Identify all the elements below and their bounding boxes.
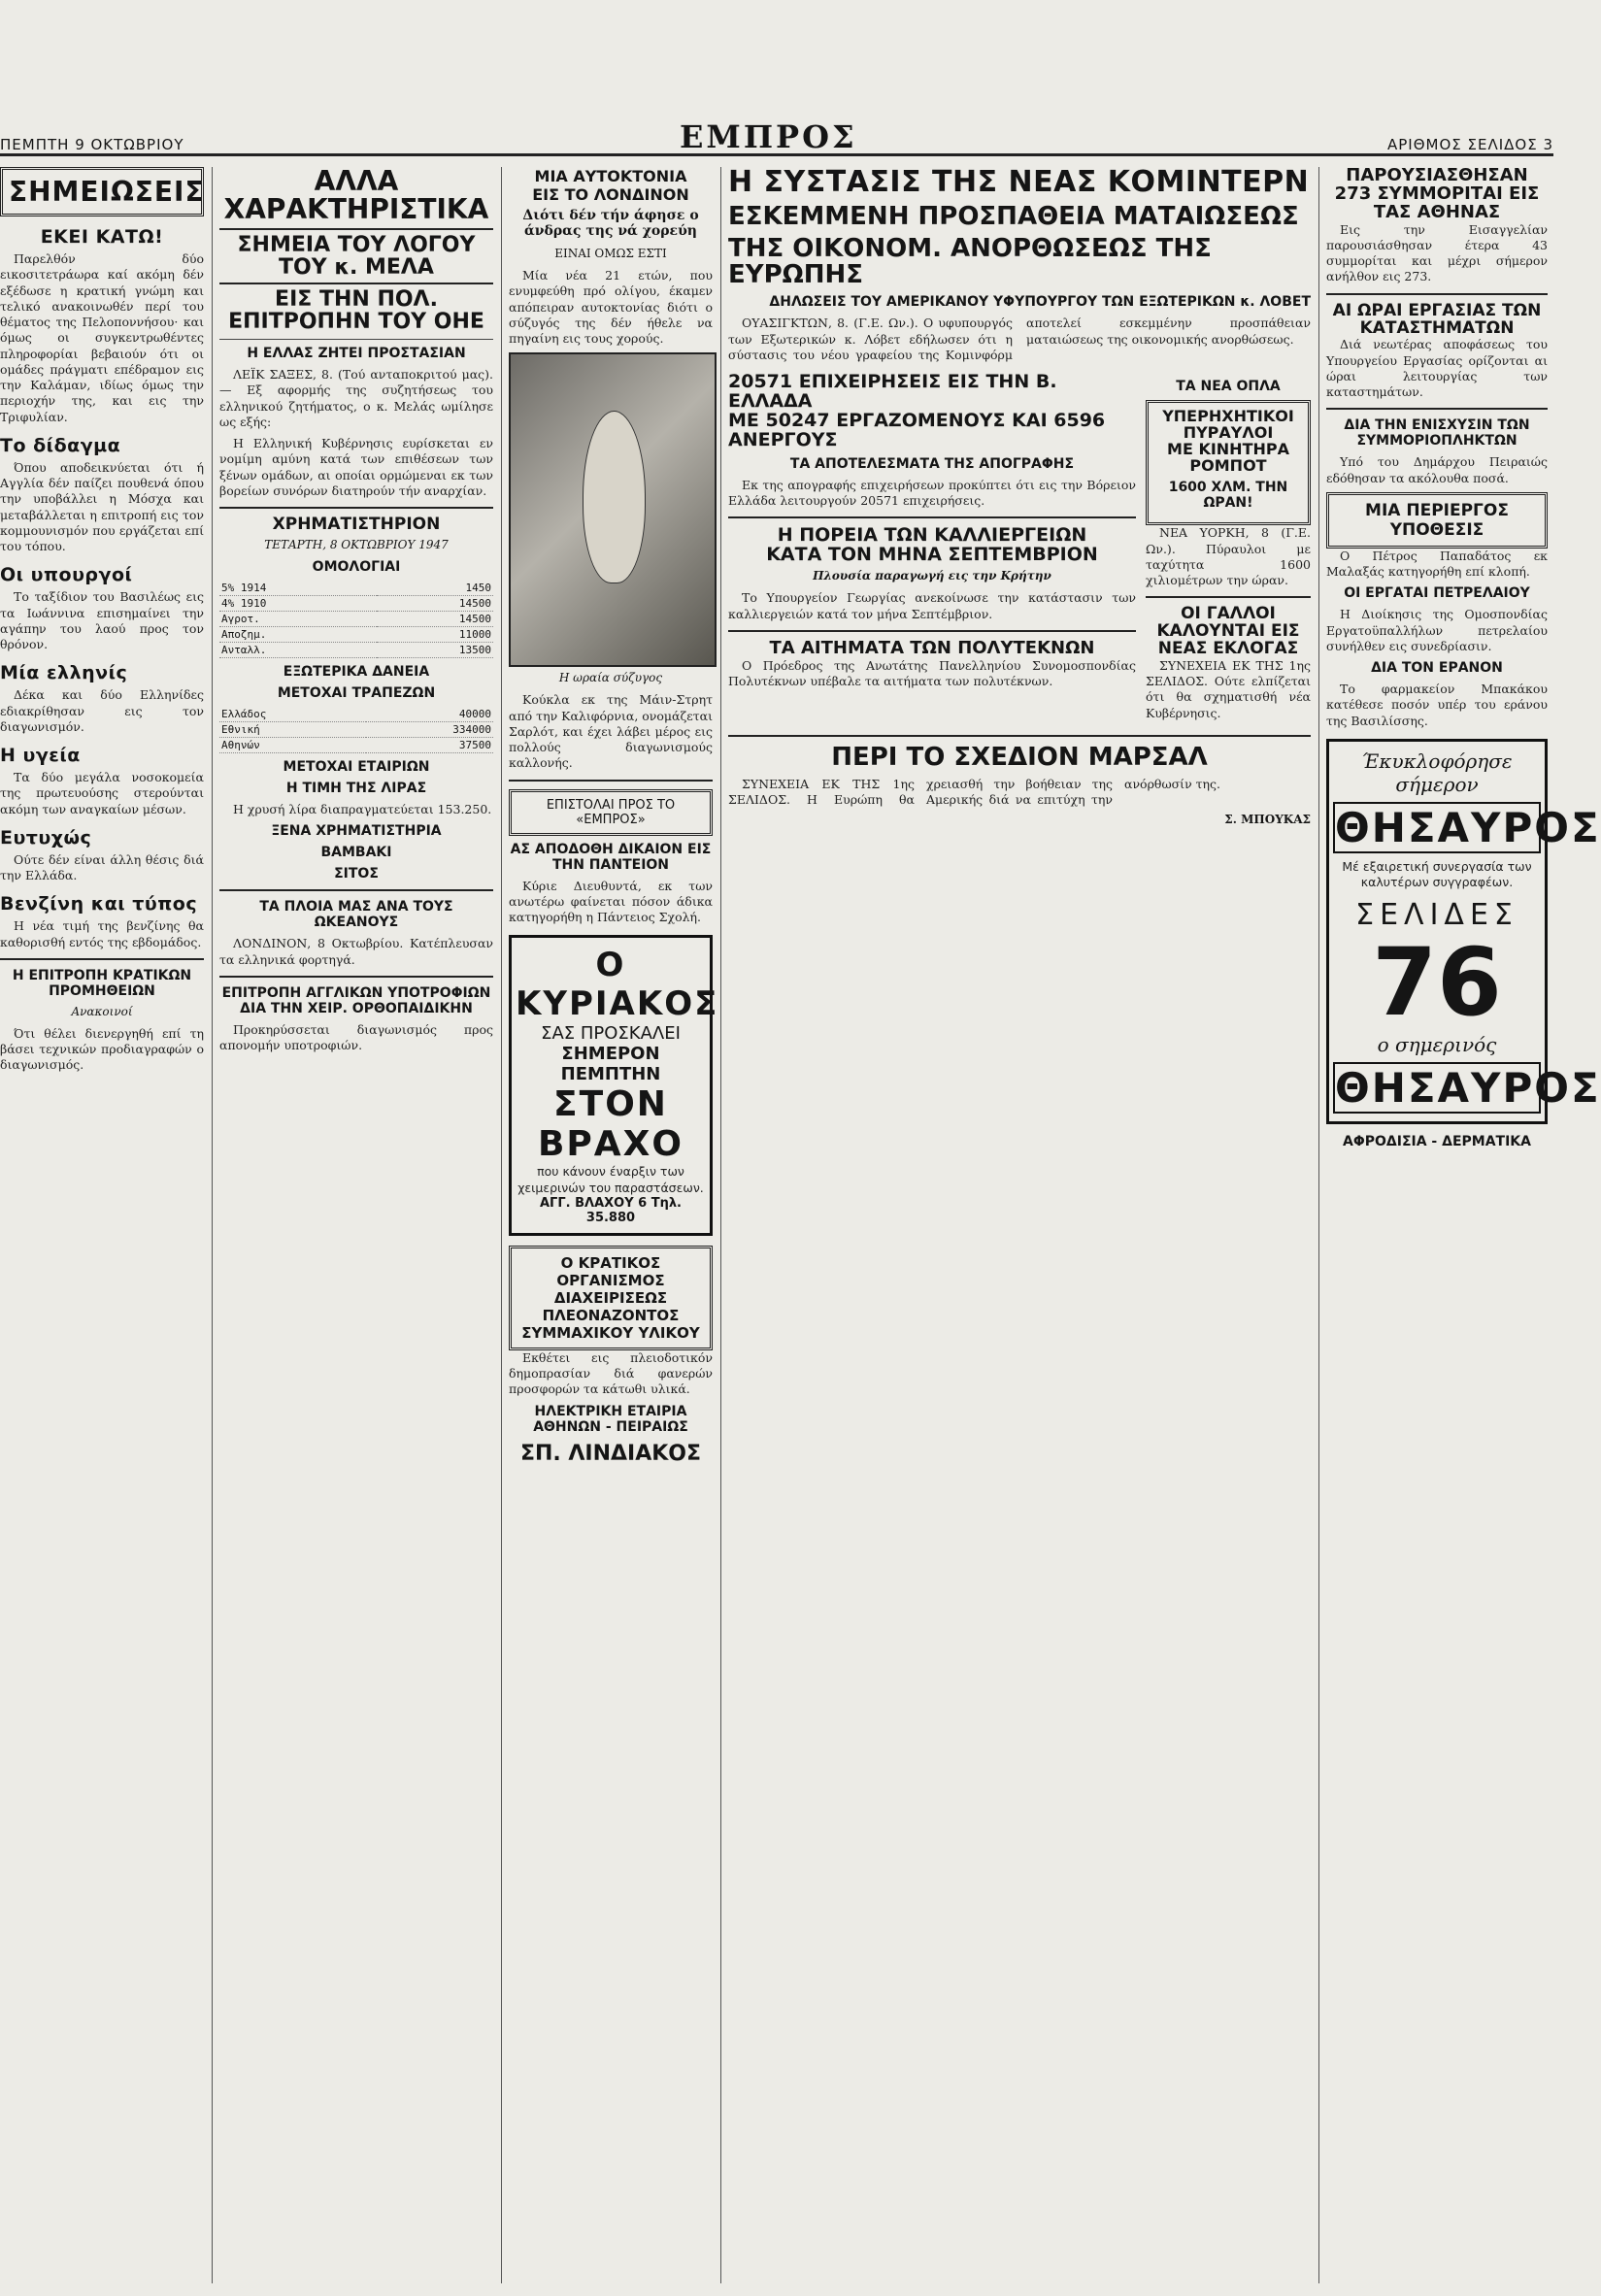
- family-text: Ο Πρόεδρος της Ανωτάτης Πανελληνίου Συνομοσπονδίας Πολυτέκνων υπέβαλε τα αιτήματα των πολυτέκνων.: [728, 657, 1136, 688]
- notes-text-5: Τα δύο μεγάλα νοσοκομεία της πρωτευούσης στερούνται ακόμη των αναγκαίων μέσων.: [0, 770, 204, 816]
- table-row: Αθηνών 37500: [221, 739, 491, 751]
- mela-text: ΛΕΪΚ ΣΑΞΕΣ, 8. (Τού ανταποκριτού μας). — Εξ αφορμής της συζητήσεως του ελληνικού ζητήματος, ο κ. Μελάς ωμίλησε ως εξής: Η Ελληνική Κυβέρνησις ευρίσκεται εν νομίμη αμύνη κατά των επιθέσεων των ξένων ομάδων, αι οποίαι ορμώμεναι εκ των βορείων συνόρων διατηρούν τήν αναρχίαν.: [219, 367, 493, 498]
- grain-head: ΣΙΤΟΣ: [334, 866, 379, 882]
- ortho-text: Προκηρύσσεται διαγωνισμός προς απονομήν υποτροφιών.: [219, 1021, 493, 1052]
- ships-head: ΤΑ ΠΛΟΙΑ ΜΑΣ ΑΝΑ ΤΟΥΣ ΩΚΕΑΝΟΥΣ: [259, 899, 453, 931]
- notice-text: Ότι θέλει διενεργηθή επί τη βάσει τεχνικών προδιαγραφών ο διαγωνισμός.: [0, 1025, 204, 1073]
- column-right: [1326, 165, 1601, 2283]
- divider: [219, 339, 493, 340]
- thesavros-line-1: Έκυκλοφόρησε σήμερον: [1361, 749, 1513, 796]
- notes-head-4: Μία ελληνίς: [0, 662, 128, 684]
- banks-head: ΜΕΤΟΧΑΙ ΤΡΑΠΕΖΩΝ: [277, 685, 436, 701]
- notes-text-1: Παρελθόν δύο εικοσιτετράωρα καί ακόμη δέν εξέδωσε η κρατική γνώμη και τελικό ανακοινωθέν περί του θέματος της Πελοποννήσου· και όμως οι συγκεντρωθέντες πληροφορίαι βεβαιούν ότι οι ομάδες πράγματι επέδραμον εις την Καλάμαν, ιδίως όμως την περιοχήν της, και εις την Τριφυλίαν.: [0, 251, 204, 424]
- suicide-text-1: Μία νέα 21 ετών, που ενυμφεύθη πρό ολίγου, έκαμεν απόπειραν αυτοκτονίας διότι ο σύζυγός της δέν ήθελε να πηγαίνη εις τους χορούς.: [509, 268, 713, 346]
- divider: [509, 780, 713, 782]
- okyriakos-sub: ΣΑΣ ΠΡΟΣΚΑΛΕΙ: [541, 1023, 681, 1045]
- ships-text: ΛΟΝΔΙΝΟΝ, 8 Οκτωβρίου. Κατέπλευσαν τα ελληνικά φορτηγά.: [219, 936, 493, 967]
- table-row: Εθνική 334000: [221, 723, 491, 736]
- column-mela: [219, 167, 493, 2283]
- aid-text: Υπό του Δημάρχου Πειραιώς εδόθησαν τα ακόλουθα ποσά.: [1326, 454, 1548, 485]
- photo-caption: Η ωραία σύζυγος: [558, 671, 663, 685]
- notes-head-3: Οι υπουργοί: [0, 564, 133, 586]
- mela-headline-2: ΣΗΜΕΙΑ ΤΟΥ ΛΟΓΟΥ ΤΟΥ κ. ΜΕΛΑ: [219, 234, 493, 284]
- table-row: 4% 1910 14500: [221, 597, 491, 610]
- divider: [728, 630, 1136, 632]
- divider: [219, 976, 493, 978]
- column-suicide: [509, 167, 719, 2283]
- stats-text: Εκ της απογραφής επιχειρήσεων προκύπτει ότι εις την Βόρειον Ελλάδα λειτουργούν 20571 επιχειρήσεις.: [728, 477, 1136, 509]
- cominform-headline-3: ΤΗΣ ΟΙΚΟΝΟΜ. ΑΝΟΡΘΩΣΕΩΣ ΤΗΣ ΕΥΡΩΠΗΣ: [728, 233, 1212, 290]
- table-row: Ανταλλ. 13500: [221, 644, 491, 656]
- notes-text-7: Η νέα τιμή της βενζίνης θα καθορισθή εντός της εβδομάδος.: [0, 918, 204, 949]
- gold-text: Η χρυσή λίρα διαπραγματεύεται 153.250.: [233, 802, 492, 816]
- notes-text-2: Όπου αποδεικνύεται ότι ή Αγγλία δέν παίζει πουθενά όπου την υποβάλλει η Μόσχα και μεταβάλλεται η επιτροπή εις τον κομμουνισμόν που εργάζεται επί του τόπου.: [0, 459, 204, 553]
- fund-text: Το φαρμακείον Μπακάκου κατέθεσε ποσόν υπέρ του εράνου της Βασιλίσσης.: [1326, 682, 1548, 728]
- notes-head-2: Το δίδαγμα: [0, 434, 121, 456]
- portrait-photo: [509, 352, 717, 667]
- gold-head: Η ΤΙΜΗ ΤΗΣ ΛΙΡΑΣ: [285, 781, 427, 796]
- crops-sub: Πλουσία παραγωγή εις την Κρήτην: [813, 569, 1051, 583]
- divider: [728, 516, 1136, 518]
- lindiakos-ad: ΣΠ. ΛΙΝΔΙΑΚΟΣ: [519, 1441, 702, 1466]
- portrait-face: [583, 411, 646, 583]
- stats-section: [728, 373, 1136, 727]
- bonds-table: [219, 581, 493, 658]
- aid-head: ΔΙΑ ΤΗΝ ΕΝΙΣΧΥΣΙΝ ΤΩΝ ΣΥΜΜΟΡΙΟΠΛΗΚΤΩΝ: [1344, 417, 1530, 449]
- gaul-text: ΣΥΝΕΧΕΙΑ ΕΚ ΤΗΣ 1ης ΣΕΛΙΔΟΣ. Ούτε ελπίζεται ότι θα σχηματισθή νέα Κυβέρνησις.: [1146, 657, 1311, 720]
- letters-sub: ΑΣ ΑΠΟΔΟΘΗ ΔΙΚΑΙΟΝ ΕΙΣ ΤΗΝ ΠΑΝΤΕΙΟΝ: [510, 841, 712, 873]
- masthead: [0, 116, 1553, 157]
- notes-text-6: Ούτε δέν είναι άλλη θέσις διά την Ελλάδα.: [0, 851, 204, 882]
- cotton-head: ΒΑΜΒΑΚΙ: [320, 845, 392, 861]
- cominform-deck: ΔΗΛΩΣΕΙΣ ΤΟΥ ΑΜΕΡΙΚΑΝΟΥ ΥΦΥΠΟΥΡΓΟΥ ΤΩΝ ΕΞΩΤΕΡΙΚΩΝ κ. ΛΟΒΕΤ: [769, 294, 1311, 311]
- letters-text: Κύριε Διευθυντά, εκ των ανωτέρω φαίνεται πόσον άδικα κατηγορήθη η Πάντειος Σχολή.: [509, 878, 713, 924]
- family-head: ΤΑ ΑΙΤΗΜΑΤΑ ΤΩΝ ΠΟΛΥΤΕΚΝΩΝ: [769, 637, 1095, 658]
- masthead-rule: [0, 153, 1553, 156]
- notes-text-3: Το ταξίδιον του Βασιλέως εις τα Ιωάννινα επισημαίνει την αγάπην του λαού προς τον θρόνον.: [0, 589, 204, 651]
- cominform-text: ΟΥΑΣΙΓΚΤΩΝ, 8. (Γ.Ε. Ων.). Ο υφυπουργός των Εξωτερικών κ. Λόβετ εδήλωσεν ότι η σύστασις του νέου γραφείου της Κομινφόρμ αποτελεί εσκεμμένην προσπάθειαν ματαιώσεως της οικονομικής ανορθώσεως.: [728, 316, 1311, 362]
- column-rule: [212, 167, 213, 2283]
- mela-headline-1: ΑΛΛΑ ΧΑΡΑΚΤΗΡΙΣΤΙΚΑ: [219, 167, 493, 230]
- foreign-exchange-head: ΞΕΝΑ ΧΡΗΜΑΤΙΣΤΗΡΙΑ: [271, 823, 442, 840]
- weapons-section: [1146, 373, 1311, 727]
- surrender-head: ΠΑΡΟΥΣΙΑΣΘΗΣΑΝ 273 ΣΥΜΜΟΡΙΤΑΙ ΕΙΣ ΤΑΣ ΑΘΗΝΑΣ: [1334, 165, 1540, 222]
- crops-text: Το Υπουργείον Γεωργίας ανεκοίνωσε την κατάστασιν των καλλιεργειών κατά τον μήνα Σεπτέμβριον.: [728, 590, 1136, 621]
- crops-head-2: ΚΑΤΑ ΤΟΝ ΜΗΝΑ ΣΕΠΤΕΜΒΡΙΟΝ: [766, 544, 1098, 566]
- exchange-date: ΤΕΤΑΡΤΗ, 8 ΟΚΤΩΒΡΙΟΥ 1947: [264, 538, 449, 551]
- companies-head: ΜΕΤΟΧΑΙ ΕΤΑΙΡΙΩΝ: [283, 759, 430, 775]
- column-rule: [720, 167, 721, 2283]
- divider: [1326, 293, 1548, 295]
- row-stats-weapons: [728, 373, 1311, 727]
- page-number: ΑΡΙΘΜΟΣ ΣΕΛΙΔΟΣ 3: [1386, 136, 1553, 153]
- thesavros-number: 76: [1372, 928, 1502, 1038]
- surrender-text: Εις την Εισαγγελίαν παρουσιάσθησαν έτερα 43 συμμορίται και μέχρι σήμερον ανήλθον εις 273.: [1326, 221, 1548, 284]
- okyriakos-text: που κάνουν έναρξιν των χειμερινών του παραστάσεων.: [517, 1164, 704, 1195]
- oil-text: Η Διοίκησις της Ομοσπονδίας Εργατοϋπαλλήλων πετρελαίου συνήλθεν εις συνεδρίασιν.: [1326, 607, 1548, 653]
- electric-head: ΗΛΕΚΤΡΙΚΗ ΕΤΑΙΡΙΑ ΑΘΗΝΩΝ - ΠΕΙΡΑΙΩΣ: [533, 1403, 688, 1435]
- thesavros-title: ΘΗΣΑΥΡΟΣ: [1335, 803, 1601, 851]
- letters-head: ΕΠΙΣΤΟΛΑΙ ΠΡΟΣ ΤΟ «ΕΜΠΡΟΣ»: [509, 789, 713, 836]
- cominform-headline-2: ΕΣΚΕΜΜΕΝΗ ΠΡΟΣΠΑΘΕΙΑ ΜΑΤΑΙΩΣΕΩΣ: [728, 201, 1299, 231]
- weapons-box: [1146, 400, 1311, 525]
- ortho-head: ΕΠΙΤΡΟΠΗ ΑΓΓΛΙΚΩΝ ΥΠΟΤΡΟΦΙΩΝ ΔΙΑ ΤΗΝ ΧΕΙΡ. ΟΡΘΟΠΑΙΔΙΚΗΝ: [221, 984, 491, 1016]
- divider: [219, 507, 493, 509]
- mela-kicker: Η ΕΛΛΑΣ ΖΗΤΕΙ ΠΡΟΣΤΑΣΙΑΝ: [247, 346, 466, 362]
- table-row: Αγροτ. 14500: [221, 613, 491, 625]
- divider: [1146, 596, 1311, 598]
- case-head: ΜΙΑ ΠΕΡΙΕΡΓΟΣ ΥΠΟΘΕΣΙΣ: [1326, 492, 1548, 549]
- fund-head: ΔΙΑ ΤΟΝ ΕΡΑΝΟΝ: [1371, 660, 1503, 677]
- gaul-head: ΟΙ ΓΑΛΛΟΙ ΚΑΛΟΥΝΤΑΙ ΕΙΣ ΝΕΑΣ ΕΚΛΟΓΑΣ: [1156, 604, 1300, 659]
- notes-text-4: Δέκα και δύο Ελληνίδες εδιακρίθησαν εις τον διαγωνισμόν.: [0, 687, 204, 734]
- weapons-sub-1: ΥΠΕΡΗΧΗΤΙΚΟΙ ΠΥΡΑΥΛΟΙ: [1162, 407, 1294, 442]
- stats-head-1: 20571 ΕΠΙΧΕΙΡΗΣΕΙΣ ΕΙΣ ΤΗΝ Β. ΕΛΛΑΔΑ: [728, 371, 1057, 413]
- thesavros-ad: [1326, 739, 1601, 1125]
- okyriakos-place: ΣΤΟΝ ΒΡΑΧΟ: [537, 1084, 684, 1165]
- gov-org-head: Ο ΚΡΑΤΙΚΟΣ ΟΡΓΑΝΙΣΜΟΣ ΔΙΑΧΕΙΡΙΣΕΩΣ ΠΛΕΟΝΑΖΟΝΤΟΣ ΣΥΜΜΑΧΙΚΟΥ ΥΛΙΚΟΥ: [509, 1246, 713, 1350]
- divider: [728, 735, 1311, 737]
- work-hours-text: Διά νεωτέρας αποφάσεως του Υπουργείου Εργασίας ορίζονται αι ώραι λειτουργίας των καταστημάτων.: [1326, 337, 1548, 400]
- weapons-sub-3: 1600 ΧΛΜ. ΤΗΝ ΩΡΑΝ!: [1168, 480, 1288, 512]
- notes-head-7: Βενζίνη και τύπος: [0, 893, 198, 915]
- marshall-head: ΠΕΡΙ ΤΟ ΣΧΕΔΙΟΝ ΜΑΡΣΑΛ: [831, 742, 1208, 772]
- weapons-head: ΤΑ ΝΕΑ ΟΠΛΑ: [1176, 379, 1281, 395]
- table-row: 5% 1914 1450: [221, 582, 491, 594]
- marshall-signature: Σ. ΜΠΟΥΚΑΣ: [1224, 812, 1311, 826]
- work-hours-head: ΑΙ ΩΡΑΙ ΕΡΓΑΣΙΑΣ ΤΩΝ ΚΑΤΑΣΤΗΜΑΤΩΝ: [1332, 300, 1542, 338]
- exchange-title: ΧΡΗΜΑΤΙΣΤΗΡΙΟΝ: [272, 515, 441, 535]
- weapons-text: ΝΕΑ ΥΟΡΚΗ, 8 (Γ.Ε. Ων.). Πύραυλοι με ταχύτητα 1600 χιλιομέτρων την ώραν.: [1146, 525, 1311, 588]
- stats-head-2: ΜΕ 50247 ΕΡΓΑΖΟΜΕΝΟΥΣ ΚΑΙ 6596 ΑΝΕΡΓΟΥΣ: [728, 410, 1106, 450]
- cominform-headline-1: Η ΣΥΣΤΑΣΙΣ ΤΗΣ ΝΕΑΣ ΚΟΜΙΝΤΕΡΝ: [728, 165, 1310, 199]
- bonds-head: ΟΜΟΛΟΓΙΑΙ: [312, 559, 401, 575]
- issue-date: ΠΕΜΠΤΗ 9 ΟΚΤΩΒΡΙΟΥ: [0, 136, 184, 153]
- divider: [1326, 408, 1548, 410]
- okyriakos-line: ΣΗΜΕΡΟΝ ΠΕΜΠΤΗΝ: [560, 1044, 661, 1085]
- divider: [219, 889, 493, 891]
- column-notes: [0, 167, 204, 2283]
- column-rule: [501, 167, 502, 2283]
- notes-title: ΣΗΜΕΙΩΣΕΙΣ: [0, 167, 204, 216]
- thesavros-line-2: ο σημερινός: [1377, 1033, 1497, 1057]
- notice-sub: Ανακοινοί: [71, 1004, 133, 1018]
- crops-head-1: Η ΠΟΡΕΙΑ ΤΩΝ ΚΑΛΛΙΕΡΓΕΙΩΝ: [777, 524, 1087, 547]
- column-rule: [1318, 167, 1319, 2283]
- column-cominform: [728, 167, 1311, 2283]
- foreign-head: ΕΞΩΤΕΡΙΚΑ ΔΑΝΕΙΑ: [283, 664, 430, 680]
- okyriakos-phone: ΑΓΓ. ΒΛΑΧΟΥ 6 Τηλ. 35.880: [540, 1195, 682, 1225]
- newspaper-title: ΕΜΠΡΟΣ: [680, 118, 857, 155]
- notice-head: Η ΕΠΙΤΡΟΠΗ ΚΡΑΤΙΚΩΝ ΠΡΟΜΗΘΕΙΩΝ: [12, 967, 192, 999]
- okyriakos-title: Ο ΚΥΡΙΑΚΟΣ: [516, 946, 719, 1024]
- oil-head: ΟΙ ΕΡΓΑΤΑΙ ΠΕΤΡΕΛΑΙΟΥ: [1344, 585, 1530, 602]
- thesavros-title-2: ΘΗΣΑΥΡΟΣ: [1335, 1064, 1601, 1113]
- banks-table: [219, 707, 493, 753]
- case-text: Ο Πέτρος Παπαδάτος εκ Μαλαξάς κατηγορήθη επί κλοπή.: [1326, 548, 1548, 580]
- suicide-text-2: Κούκλα εκ της Μάιν-Στρητ από την Καλιφόρνια, ονομάζεται Σαρλότ, και έχει λάβει μέρος εις πολλούς διαγωνισμούς καλλονής.: [509, 692, 713, 771]
- suicide-kicker-2: ΕΙΣ ΤΟ ΛΟΝΔΙΝΟΝ: [532, 185, 689, 204]
- table-row: Ελλάδος 40000: [221, 708, 491, 720]
- mela-headline-3: ΕΙΣ ΤΗΝ ΠΟΛ. ΕΠΙΤΡΟΠΗΝ ΤΟΥ ΟΗΕ: [228, 286, 484, 335]
- notes-head-5: Η υγεία: [0, 745, 81, 766]
- notes-head-6: Ευτυχώς: [0, 826, 92, 849]
- suicide-kicker-1: ΜΙΑ ΑΥΤΟΚΤΟΝΙΑ: [534, 167, 687, 185]
- weapons-sub-2: ΜΕ ΚΙΝΗΤΗΡΑ ΡΟΜΠΟΤ: [1167, 439, 1289, 475]
- gov-org-text: Εκθέτει εις πλειοδοτικόν δημοπρασίαν διά φανερών προσφορών τα κάτωθι υλικά.: [509, 1349, 713, 1397]
- thesavros-text: Μέ εξαιρετική συνεργασία των καλυτέρων συγγραφέων.: [1342, 858, 1532, 890]
- suicide-deck-2: ΕΙΝΑΙ ΟΜΩΣ ΕΣΤΙ: [554, 247, 667, 260]
- marshall-text: ΣΥΝΕΧΕΙΑ ΕΚ ΤΗΣ 1ης ΣΕΛΙΔΟΣ. Η Ευρώπη θα χρειασθή την βοήθειαν της Αμερικής διά να επιτύχη την ανόρθωσίν της.: [728, 777, 1221, 808]
- derma-ad: ΑΦΡΟΔΙΣΙΑ - ΔΕΡΜΑΤΙΚΑ: [1343, 1134, 1531, 1150]
- stats-sub: ΤΑ ΑΠΟΤΕΛΕΣΜΑΤΑ ΤΗΣ ΑΠΟΓΡΑΦΗΣ: [789, 455, 1075, 472]
- divider: [0, 958, 204, 960]
- table-row: Αποζημ. 11000: [221, 628, 491, 641]
- suicide-deck: Διότι δέν τήν άφησε ο άνδρας της νά χορεύη: [522, 208, 699, 239]
- thesavros-pages: ΣΕΛΙΔΕΣ: [1355, 898, 1518, 933]
- okyriakos-ad: [509, 935, 719, 1236]
- notes-head-1: ΕΚΕΙ ΚΑΤΩ!: [40, 226, 164, 248]
